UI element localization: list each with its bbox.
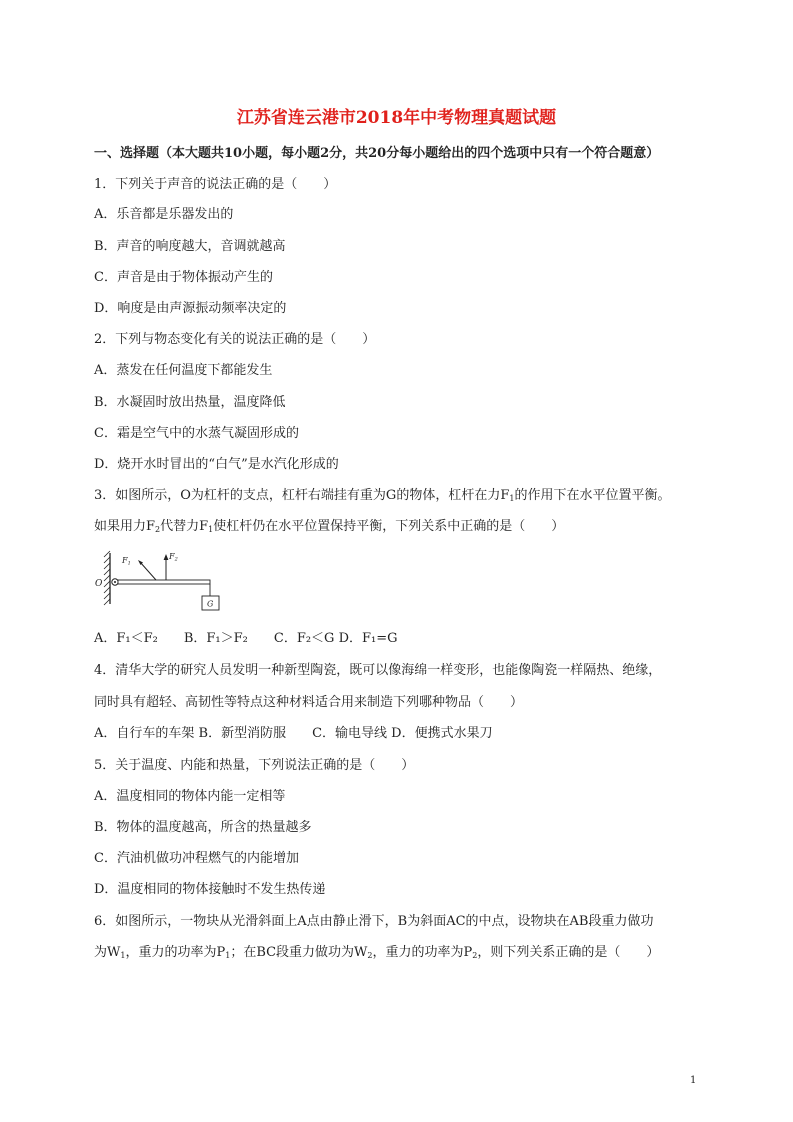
question-4-stem-line-1: 4．清华大学的研究人员发明一种新型陶瓷，既可以像海绵一样变形，也能像陶瓷一样隔热、绝缘，	[94, 663, 662, 678]
label-f1	[121, 556, 131, 567]
q6-text-part: ，重力的功率为P	[372, 945, 473, 960]
label-f2-sub: 2	[174, 556, 178, 563]
label-f2	[168, 552, 178, 563]
question-5-stem: 5．关于温度、内能和热量，下列说法正确的是（ ）	[94, 758, 415, 773]
q3-text-part: 代替力F	[160, 519, 209, 534]
question-1-option-c: C．声音是由于物体振动产生的	[94, 270, 273, 285]
label-f2-letter: F	[169, 552, 175, 561]
label-f1-letter: F	[122, 556, 128, 565]
subscript: 1	[509, 494, 515, 503]
subscript: 2	[472, 951, 478, 960]
subscript: 2	[155, 525, 161, 534]
section-header: 一、选择题（本大题共10小题，每小题2分，共20分每小题给出的四个选项中只有一个符合题意）	[94, 146, 660, 161]
label-g: G	[207, 599, 214, 609]
q6-text-part: ，重力的功率为P	[125, 945, 226, 960]
page-number: 1	[690, 1075, 697, 1086]
question-3-stem-line-1	[94, 487, 670, 508]
wall-hatching	[104, 551, 110, 605]
q3-text-part: 使杠杆仍在水平位置保持平衡，下列关系中正确的是（ ）	[213, 519, 565, 534]
label-f1-sub: 1	[127, 560, 131, 567]
question-1-stem: 1．下列关于声音的说法正确的是（ ）	[94, 177, 337, 192]
question-3-stem-line-2	[94, 518, 564, 539]
label-o: O	[95, 579, 103, 589]
q6-text-part: ，则下列关系正确的是（ ）	[477, 945, 660, 960]
subscript: 1	[208, 525, 214, 534]
page-title: 江苏省连云港市2018年中考物理真题试题	[236, 108, 557, 128]
question-4-options: A．自行车的车架 B．新型消防服 C．输电导线 D．便携式水果刀	[94, 726, 493, 741]
question-5-option-d: D．温度相同的物体接触时不发生热传递	[94, 882, 326, 897]
question-2-option-b: B．水凝固时放出热量，温度降低	[94, 395, 286, 410]
question-6-stem-line-1: 6．如图所示，一物块从光滑斜面上A点由静止滑下，B为斜面AC的中点，设物块在AB段重力做功	[94, 914, 654, 929]
question-4-stem-line-2: 同时具有超轻、高韧性等特点这种材料适合用来制造下列哪种物品（ ）	[94, 695, 524, 710]
question-2-option-c: C．霜是空气中的水蒸气凝固形成的	[94, 426, 299, 441]
question-6-stem-line-2	[94, 944, 659, 965]
question-2-stem: 2．下列与物态变化有关的说法正确的是（ ）	[94, 332, 376, 347]
question-3-options: A．F₁＜F₂ B．F₁＞F₂ C．F₂＜G D．F₁=G	[94, 631, 398, 646]
q6-text-part: 为W	[94, 945, 121, 960]
subscript: 1	[225, 951, 231, 960]
lever-bar	[118, 580, 210, 584]
q3-text-part: 的作用下在水平位置平衡。	[514, 488, 671, 503]
question-2-option-d: D．烧开水时冒出的“白气”是水汽化形成的	[94, 457, 339, 472]
q3-text-part: 3．如图所示，O为杠杆的支点，杠杆右端挂有重为G的物体，杠杆在力F	[94, 488, 510, 503]
lever-diagram	[95, 549, 230, 614]
force-f1-arrow	[140, 562, 156, 580]
question-5-option-c: C．汽油机做功冲程燃气的内能增加	[94, 851, 299, 866]
question-5-option-a: A．温度相同的物体内能一定相等	[94, 789, 286, 804]
question-2-option-a: A．蒸发在任何温度下都能发生	[94, 363, 273, 378]
question-1-option-b: B．声音的响度越大，音调就越高	[94, 239, 286, 254]
question-1-option-d: D．响度是由声源振动频率决定的	[94, 301, 287, 316]
subscript: 2	[367, 951, 373, 960]
subscript: 1	[120, 951, 126, 960]
question-1-option-a: A．乐音都是乐器发出的	[94, 207, 234, 222]
q3-text-part: 如果用力F	[94, 519, 156, 534]
question-5-option-b: B．物体的温度越高，所含的热量越多	[94, 820, 312, 835]
q6-text-part: ；在BC段重力做功为W	[230, 945, 368, 960]
